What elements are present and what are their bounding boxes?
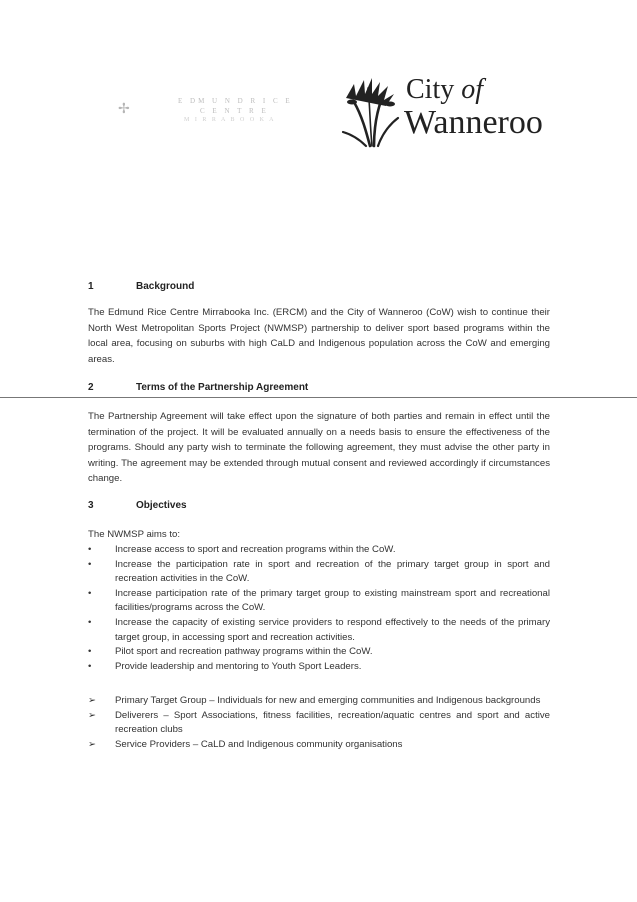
section-number: 1 [88, 281, 94, 292]
list-item-text: Primary Target Group – Individuals for new and emerging communities and Indigenous backgrounds [115, 695, 541, 706]
section-2-paragraph: The Partnership Agreement will take effect upon the signature of both parties and remain in effect until the termination of the project. It will be evaluated annually on a needs basis to ensure the effectiveness of the programs. Should any party wish to terminate the following agreement, they must advise the other party in writing. The agreement may be extended through mutual consent and reviewed accordingly if circumstances change. [88, 411, 550, 485]
list-item-text: Increase the capacity of existing service providers to respond effectively to the needs of the primary target group, in accessing sport and recreation activities. [115, 616, 550, 643]
list-item [88, 543, 550, 558]
logo-line-3: M I R R A B O O K A [184, 117, 276, 123]
cross-icon: ✢ [118, 100, 130, 116]
bullet-icon: • [88, 646, 92, 658]
horizontal-rule [0, 397, 637, 398]
section-1-heading [88, 281, 488, 295]
target-groups-arrow-list [88, 694, 550, 752]
section-number: 3 [88, 500, 94, 511]
list-item [88, 558, 550, 587]
list-item-text: Deliverers – Sport Associations, fitness facilities, recreation/aquatic centres and sport and active recreation clubs [115, 709, 550, 736]
list-item-text: Provide leadership and mentoring to Youth Sport Leaders. [115, 660, 362, 672]
logo-line-2: C E N T R E [200, 107, 269, 115]
bullet-icon: • [88, 544, 92, 555]
list-item [88, 709, 550, 738]
section-2-heading [88, 382, 488, 396]
plant-emblem-icon [340, 76, 402, 148]
logo-city-of [406, 74, 483, 106]
list-item [88, 660, 550, 675]
list-item-text: Increase participation rate of the primary target group to existing mainstream sport and recreational facilities/programs across the CoW. [115, 587, 550, 614]
list-item [88, 645, 550, 660]
list-item [88, 587, 550, 616]
edmund-rice-centre-logo [118, 92, 318, 132]
objectives-intro: The NWMSP aims to: [88, 529, 181, 540]
arrow-bullet-icon: ➢ [88, 709, 97, 721]
arrow-bullet-icon: ➢ [88, 695, 97, 706]
list-item-text: Increase the participation rate in sport and recreation of the primary target group in sport and recreation activities in the CoW. [115, 558, 550, 585]
logo-wanneroo: Wanneroo [404, 104, 543, 141]
bullet-icon: • [88, 616, 92, 628]
bullet-icon: • [88, 558, 92, 570]
logo-of-word: of [461, 74, 484, 105]
logo-line-1: E DM U N D R I C E [178, 97, 293, 105]
section-1-paragraph: The Edmund Rice Centre Mirrabooka Inc. (ERCM) and the City of Wanneroo (CoW) wish to continue their North West Metropolitan Sports Project (NWMSP) partnership to deliver sport based programs within the local area, focusing on suburbs with high CaLD and Indigenous population across the CoW and emerging areas. [88, 307, 550, 365]
list-item [88, 738, 550, 753]
bullet-icon: • [88, 587, 92, 599]
objectives-bullet-list [88, 543, 550, 674]
section-number: 2 [88, 382, 94, 393]
bullet-icon: • [88, 660, 92, 672]
list-item [88, 616, 550, 645]
logo-city-word: City [406, 74, 455, 105]
city-of-wanneroo-logo [340, 72, 570, 152]
section-title: Objectives [136, 500, 187, 511]
list-item-text: Service Providers – CaLD and Indigenous community organisations [115, 738, 403, 750]
section-3-heading [88, 500, 488, 514]
list-item-text: Pilot sport and recreation pathway programs within the CoW. [115, 646, 373, 658]
section-title: Background [136, 281, 195, 292]
arrow-bullet-icon: ➢ [88, 738, 97, 750]
section-title: Terms of the Partnership Agreement [136, 382, 309, 393]
list-item [88, 694, 550, 709]
list-item-text: Increase access to sport and recreation programs within the CoW. [115, 544, 396, 555]
